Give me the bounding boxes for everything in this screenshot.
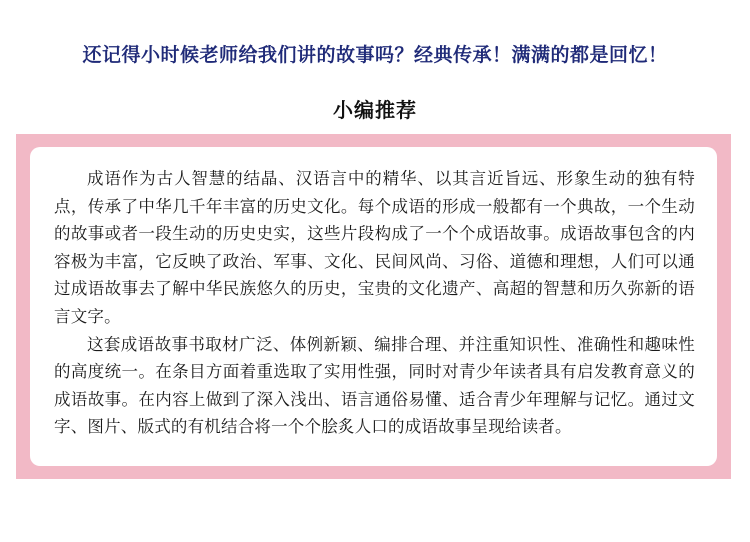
promo-headline: 还记得小时候老师给我们讲的故事吗？经典传承！满满的都是回忆！ (82, 44, 668, 66)
intro-paragraph: 成语作为古人智慧的结晶、汉语言中的精华、以其言近旨远、形象生动的独有特点，传承了中华几千年丰富的历史文化。每个成语的形成一般都有一个典故，一个生动的故事或者一段生动的历史史实，这些片段构成了一个个成语故事。成语故事包含的内容极为丰富，它反映了政治、军事、文化、民间风尚、习俗、道德和理想，人们可以通过成语故事去了解中华民族悠久的历史，宝贵的文化遗产、高超的智慧和历久弥新的语言文字。 (54, 169, 695, 326)
section-title: 小编推荐 (333, 98, 417, 122)
book-description-paragraph: 这套成语故事书取材广泛、体例新颖、编排合理、并注重知识性、准确性和趣味性的高度统一。在条目方面着重选取了实用性强，同时对青少年读者具有启发教育意义的成语故事。在内容上做到了深入浅出、语言通俗易懂、适合青少年理解与记忆。通过文字、图片、版式的有机结合将一个个脍炙人口的成语故事呈现给读者。 (54, 334, 695, 437)
recommendation-frame (16, 134, 731, 479)
recommendation-panel (30, 147, 717, 466)
